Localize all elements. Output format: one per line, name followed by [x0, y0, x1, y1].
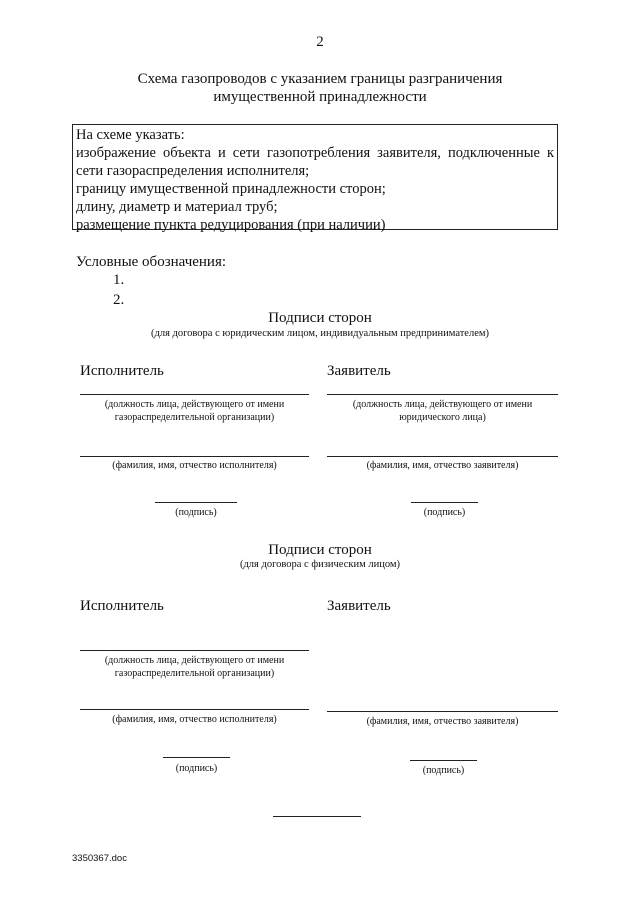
section2-applicant-signature-line — [410, 760, 477, 761]
box-line-4: длину, диаметр и материал труб; — [76, 199, 278, 215]
box-line-1: изображение объекта и сети газопотребления заявителя, подключенные к — [76, 145, 554, 161]
section2-executor-signature-line — [163, 757, 230, 758]
section1-applicant-position-line — [327, 394, 558, 395]
section2-executor-position-caption — [80, 654, 309, 680]
section1-title: Подписи сторон — [268, 310, 372, 326]
section1-applicant-signature-caption: (подпись) — [423, 507, 466, 518]
section1-executor-name-line — [80, 456, 309, 457]
section1-applicant-name-line — [327, 456, 558, 457]
section1-executor-signature-caption: (подпись) — [175, 507, 217, 518]
caption-line: (должность лица, действующего от имени — [104, 655, 285, 666]
box-heading: На схеме указать: — [76, 127, 185, 143]
legend-item-2: 2. — [113, 292, 125, 308]
section2-executor-signature-caption: (подпись) — [175, 763, 218, 774]
caption-line: газораспределительной организации) — [114, 668, 275, 679]
section1-executor-position-caption — [80, 398, 309, 424]
section1-applicant-name-caption: (фамилия, имя, отчество заявителя) — [366, 460, 519, 471]
section2-executor-name-caption: (фамилия, имя, отчество исполнителя) — [112, 714, 277, 725]
section2-executor-name-line — [80, 709, 309, 710]
section2-applicant-name-line — [327, 711, 558, 712]
title-line-2: имущественной принадлежности — [213, 89, 427, 105]
box-line-3: границу имущественной принадлежности сторон; — [76, 181, 386, 197]
section1-executor-name-caption: (фамилия, имя, отчество исполнителя) — [112, 460, 277, 471]
section1-executor-position-line — [80, 394, 309, 395]
file-name-footer: 3350367.doc — [72, 853, 127, 864]
document-title — [80, 70, 560, 106]
box-line-5: размещение пункта редуцирования (при наличии) — [76, 217, 386, 233]
page-number: 2 — [316, 34, 324, 50]
section2-title: Подписи сторон — [268, 542, 372, 558]
section1-executor-label: Исполнитель — [80, 363, 164, 379]
caption-line: газораспределительной организации) — [114, 412, 275, 423]
section2-executor-label: Исполнитель — [80, 598, 164, 614]
section1-subtitle: (для договора с юридическим лицом, индивидуальным предпринимателем) — [151, 328, 489, 339]
section1-applicant-signature-line — [411, 502, 478, 503]
section2-executor-position-line — [80, 650, 309, 651]
section2-subtitle: (для договора с физическим лицом) — [239, 559, 401, 570]
section2-applicant-signature-caption: (подпись) — [422, 765, 465, 776]
closing-rule — [273, 816, 361, 817]
box-line-2: сети газораспределения исполнителя; — [76, 163, 310, 179]
legend-item-1: 1. — [113, 272, 125, 288]
caption-line: (должность лица, действующего от имени — [104, 399, 285, 410]
instructions-box — [72, 124, 558, 233]
caption-line: (должность лица, действующего от имени — [352, 399, 533, 410]
section2-applicant-name-caption: (фамилия, имя, отчество заявителя) — [366, 716, 519, 727]
section1-applicant-position-caption — [327, 398, 558, 424]
legend-title: Условные обозначения: — [76, 254, 227, 270]
section2-applicant-label: Заявитель — [327, 598, 391, 614]
caption-line: юридического лица) — [399, 412, 486, 423]
title-line-1: Схема газопроводов с указанием границы разграничения — [137, 71, 503, 87]
section1-executor-signature-line — [155, 502, 237, 503]
section1-applicant-label: Заявитель — [327, 363, 391, 379]
